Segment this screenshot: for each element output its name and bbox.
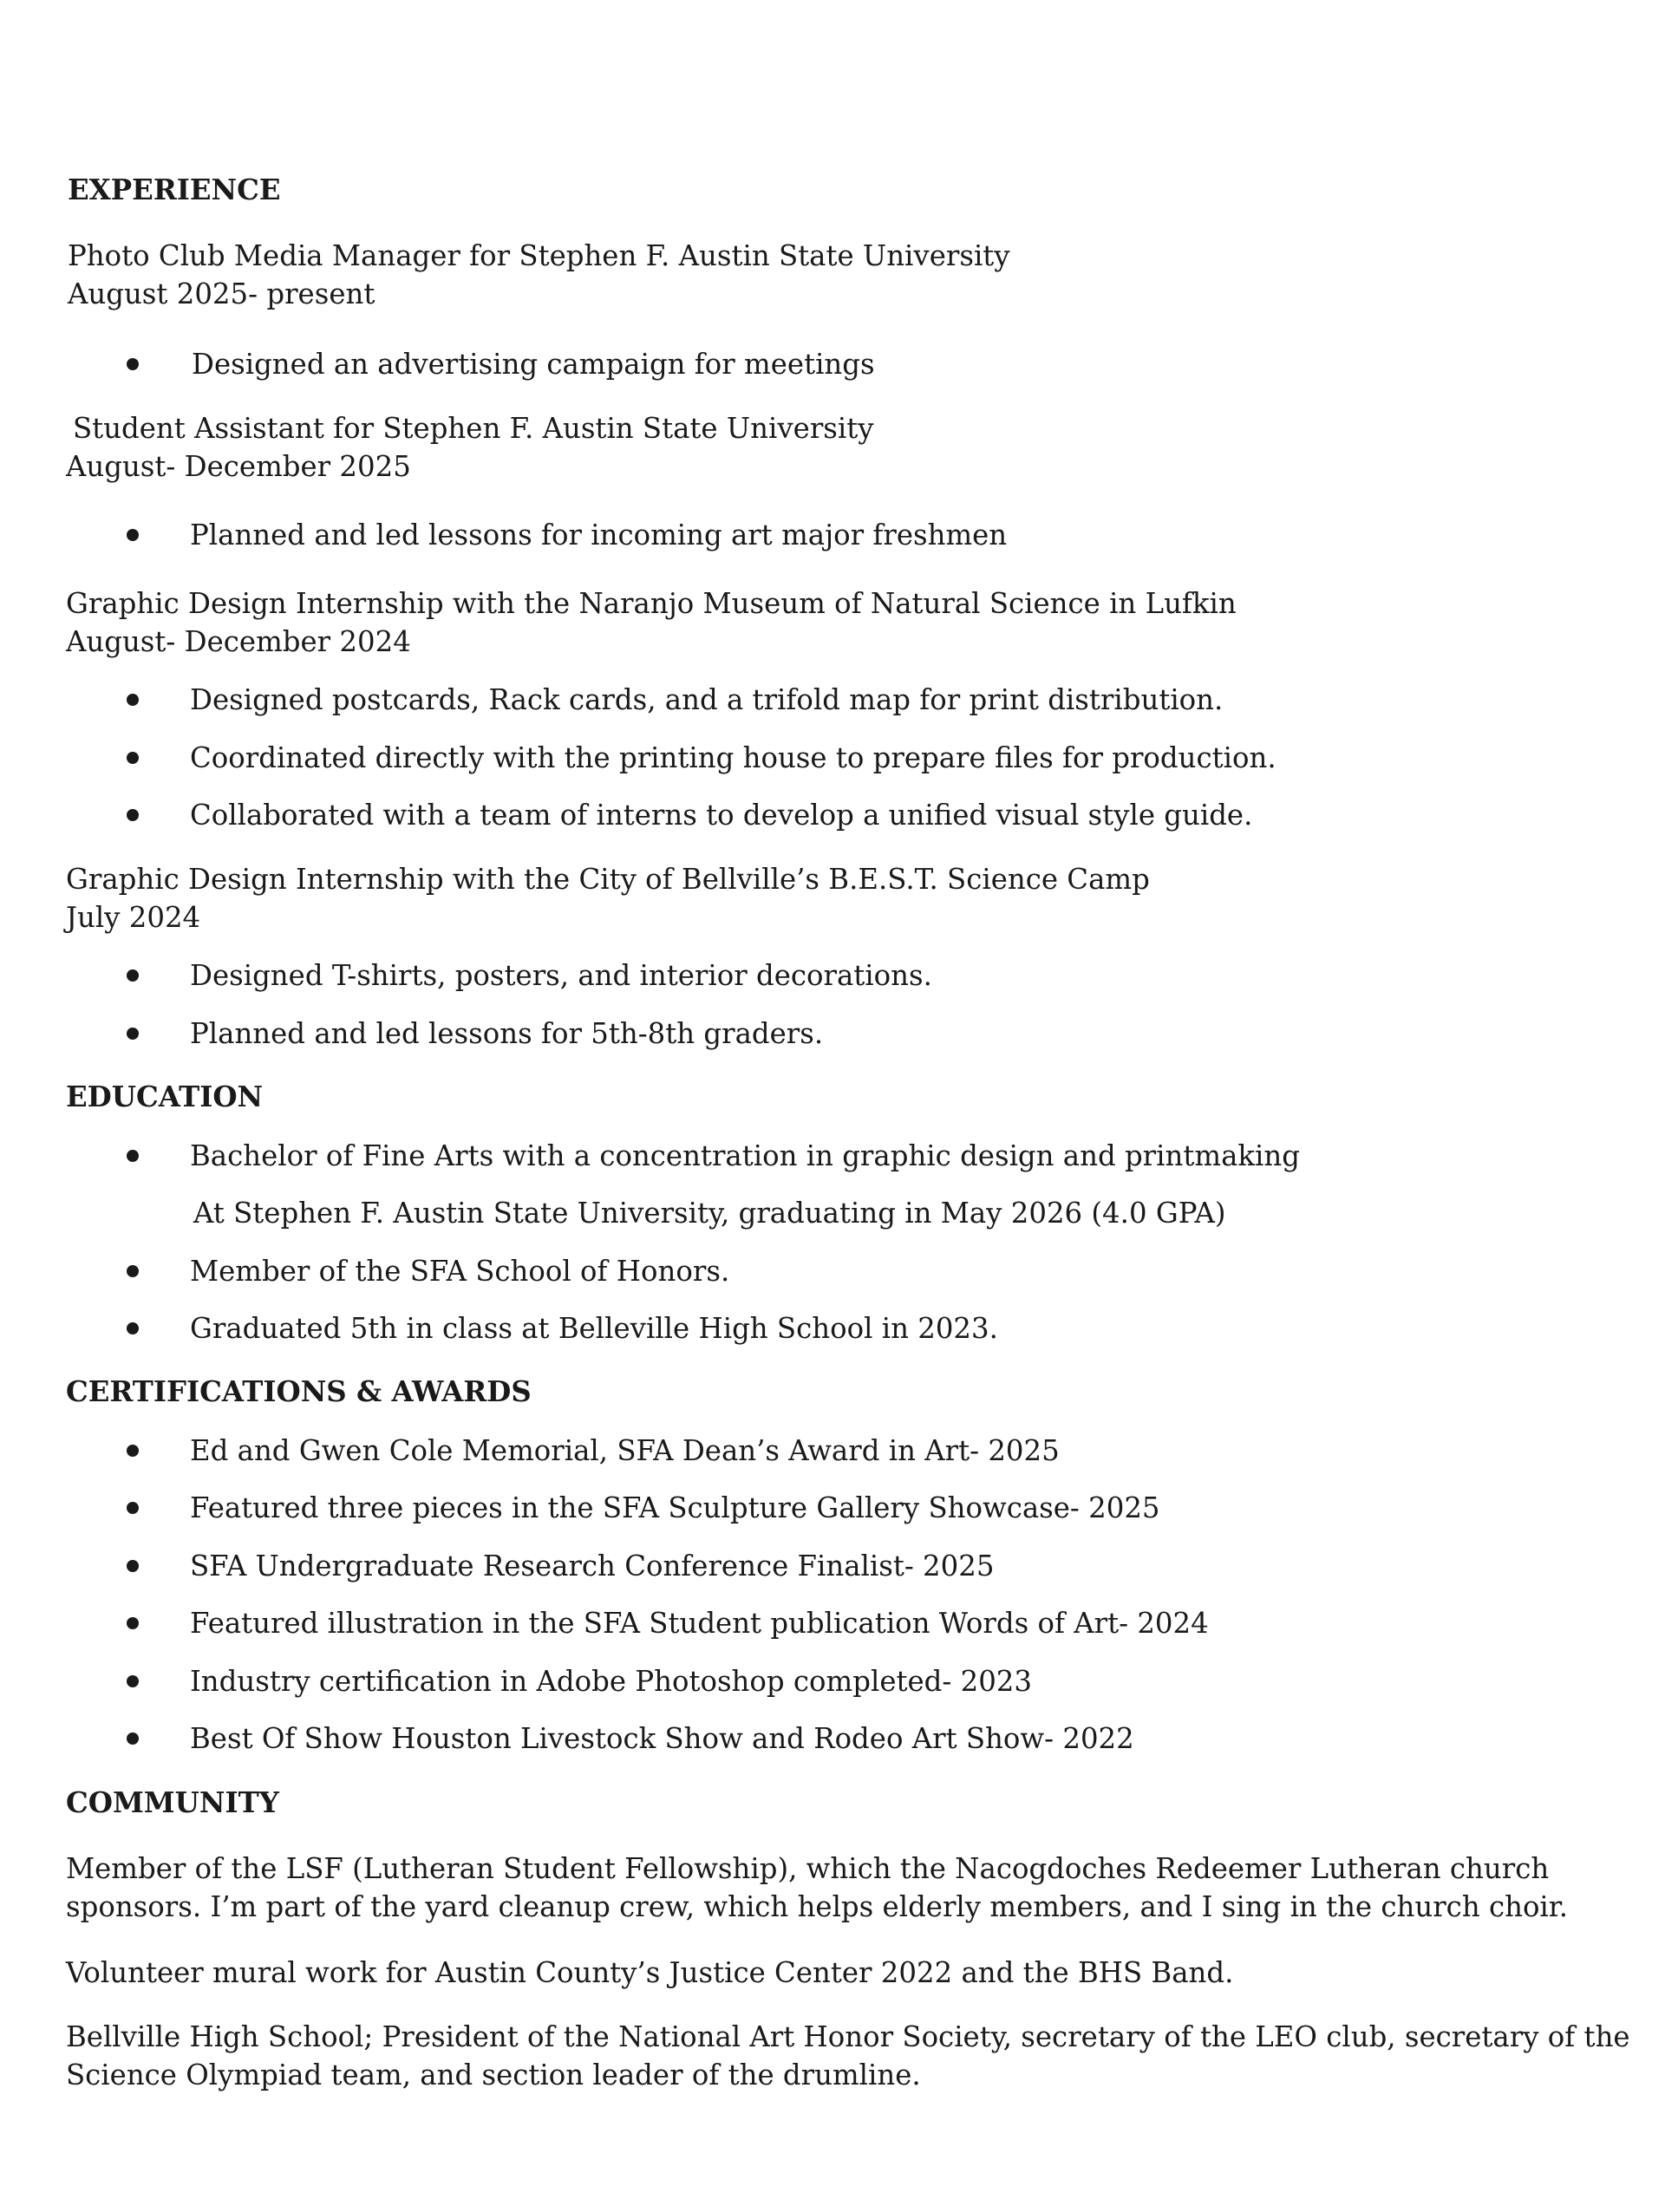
bullet-icon (127, 752, 139, 764)
bullet-icon (127, 1150, 139, 1162)
list-item: Industry certification in Adobe Photoshop completed- 2023 (190, 1665, 1032, 1698)
list-item: Featured illustration in the SFA Student publication Words of Art- 2024 (190, 1607, 1209, 1640)
degree: Bachelor of Fine Arts with a concentration in graphic design and printmaking (190, 1139, 1300, 1172)
job-title: Graphic Design Internship with the City of Bellville’s B.E.S.T. Science Camp (66, 863, 1150, 896)
bullet-icon (127, 1675, 139, 1687)
list-item: Planned and led lessons for incoming art major freshmen (190, 519, 1008, 551)
community-paragraph: Volunteer mural work for Austin County’s Justice Center 2022 and the BHS Band. (66, 1956, 1234, 1989)
list-item: Collaborated with a team of interns to develop a unified visual style guide. (190, 799, 1253, 832)
bullet-icon (127, 694, 139, 706)
job-title: Student Assistant for Stephen F. Austin State University (73, 412, 874, 445)
community-paragraph: sponsors. I’m part of the yard cleanup crew, which helps elderly members, and I sing in the church choir. (66, 1890, 1568, 1923)
bullet-icon (127, 1502, 139, 1514)
bullet-icon (127, 1445, 139, 1457)
bullet-icon (127, 1732, 139, 1745)
bullet-icon (127, 358, 139, 370)
community-paragraph: Member of the LSF (Lutheran Student Fellowship), which the Nacogdoches Redeemer Lutheran church (66, 1852, 1550, 1885)
education-heading: EDUCATION (66, 1080, 264, 1113)
list-item: Designed an advertising campaign for meetings (192, 348, 875, 381)
list-item: Designed postcards, Rack cards, and a trifold map for print distribution. (190, 683, 1224, 716)
job-title: Graphic Design Internship with the Naranjo Museum of Natural Science in Lufkin (66, 587, 1237, 620)
list-item: Ed and Gwen Cole Memorial, SFA Dean’s Award in Art- 2025 (190, 1434, 1060, 1467)
bullet-icon (127, 969, 139, 982)
job-dates: August 2025- present (68, 277, 375, 310)
community-heading: COMMUNITY (66, 1786, 279, 1819)
bullet-icon (127, 1322, 139, 1334)
community-paragraph: Science Olympiad team, and section leader of the drumline. (66, 2059, 921, 2091)
list-item: Featured three pieces in the SFA Sculpture Gallery Showcase- 2025 (190, 1491, 1160, 1524)
job-dates: August- December 2025 (66, 450, 411, 483)
bullet-icon (127, 1617, 139, 1629)
bullet-icon (127, 809, 139, 821)
certifications-heading: CERTIFICATIONS & AWARDS (66, 1375, 532, 1408)
bullet-icon (127, 1265, 139, 1277)
job-title: Photo Club Media Manager for Stephen F. Austin State University (68, 239, 1010, 272)
list-item: Designed T-shirts, posters, and interior decorations. (190, 959, 932, 992)
list-item: Graduated 5th in class at Belleville High School in 2023. (190, 1312, 998, 1345)
bullet-icon (127, 529, 139, 541)
community-paragraph: Bellville High School; President of the National Art Honor Society, secretary of the LEO club, secretary of the (66, 2020, 1630, 2053)
list-item: Planned and led lessons for 5th-8th graders. (190, 1017, 824, 1050)
bullet-icon (127, 1560, 139, 1572)
list-item: Coordinated directly with the printing house to prepare files for production. (190, 741, 1276, 774)
list-item: Best Of Show Houston Livestock Show and Rodeo Art Show- 2022 (190, 1722, 1134, 1755)
experience-heading: EXPERIENCE (68, 173, 281, 206)
list-item: Member of the SFA School of Honors. (190, 1255, 730, 1288)
degree-detail: At Stephen F. Austin State University, graduating in May 2026 (4.0 GPA) (193, 1197, 1226, 1230)
bullet-icon (127, 1028, 139, 1040)
job-dates: July 2024 (66, 901, 201, 934)
job-dates: August- December 2024 (66, 625, 411, 658)
list-item: SFA Undergraduate Research Conference Finalist- 2025 (190, 1550, 995, 1582)
